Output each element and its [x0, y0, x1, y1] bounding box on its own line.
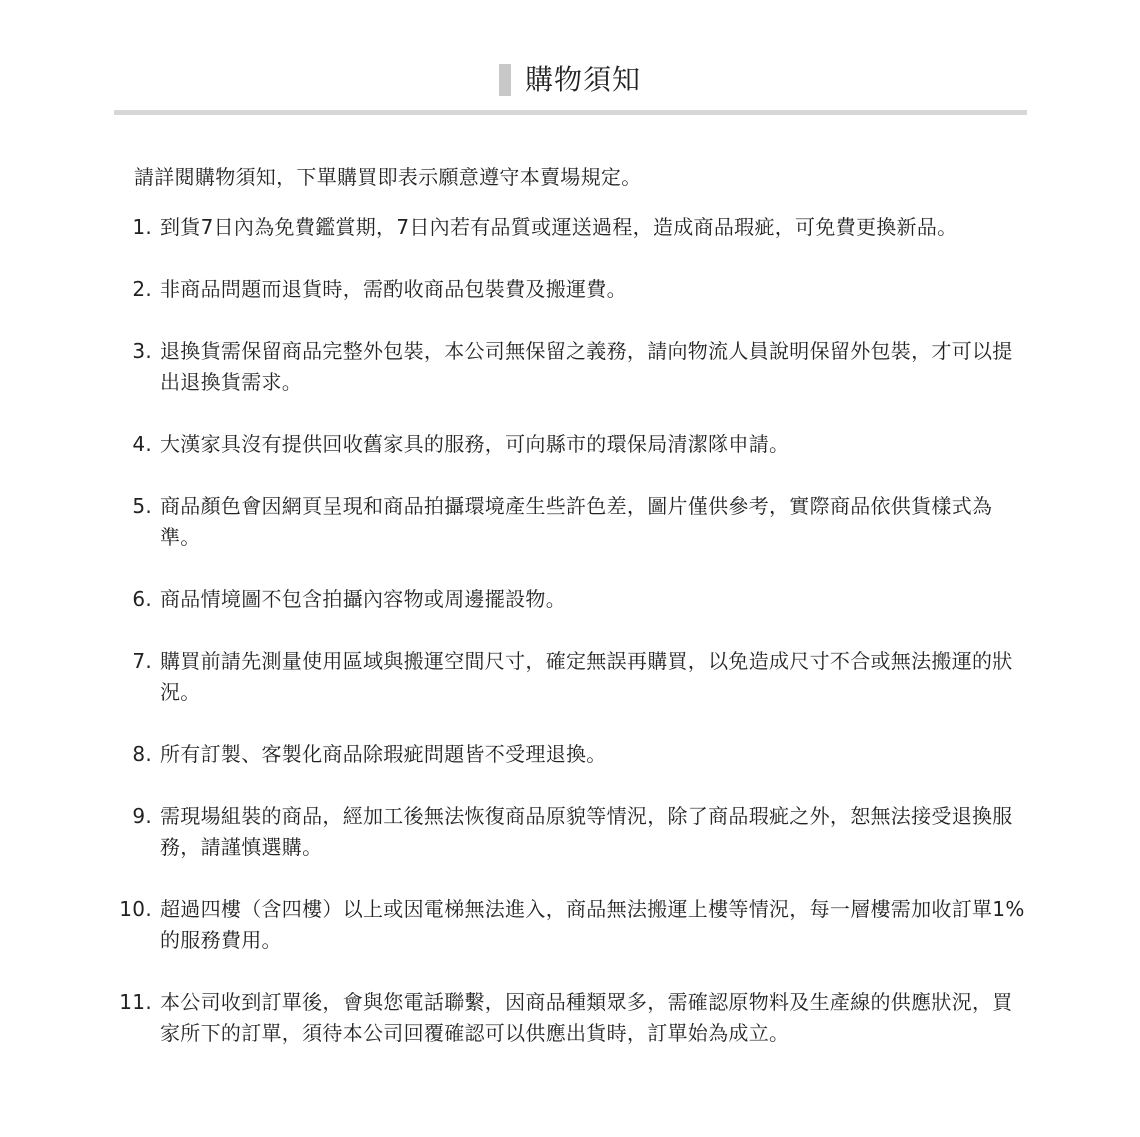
rules-list: [118, 212, 1028, 1080]
list-item: [118, 491, 1028, 553]
list-item-text: 所有訂製、客製化商品除瑕疵問題皆不受理退換。: [160, 742, 607, 766]
list-item: [118, 646, 1028, 708]
list-item-text: 大漢家具沒有提供回收舊家具的服務，可向縣市的環保局清潔隊申請。: [160, 432, 790, 456]
list-item-text: 本公司收到訂單後，會與您電話聯繫，因商品種類眾多，需確認原物料及生產線的供應狀況，買家所下的訂單，須待本公司回覆確認可以供應出貨時，訂單始為成立。: [160, 990, 1013, 1045]
list-item-number: 11.: [119, 990, 152, 1014]
list-item-number: 7.: [132, 649, 152, 673]
list-item-number: 4.: [132, 432, 152, 456]
list-item-text: 非商品問題而退貨時，需酌收商品包裝費及搬運費。: [160, 277, 627, 301]
list-item-number: 5.: [132, 494, 152, 518]
list-item-number: 9.: [132, 804, 152, 828]
title-accent-bar: [499, 64, 511, 96]
list-item-number: 8.: [132, 742, 152, 766]
list-item-text: 購買前請先測量使用區域與搬運空間尺寸，確定無誤再購買，以免造成尺寸不合或無法搬運的狀況。: [160, 649, 1013, 704]
intro-text: 請詳閱購物須知，下單購買即表示願意遵守本賣場規定。: [134, 165, 642, 189]
page-header: [0, 58, 1140, 102]
list-item-number: 10.: [119, 897, 152, 921]
list-item: [118, 274, 1028, 305]
list-item: [118, 801, 1028, 863]
list-item: [118, 429, 1028, 460]
list-item: [118, 212, 1028, 243]
list-item-text: 退換貨需保留商品完整外包裝，本公司無保留之義務，請向物流人員說明保留外包裝，才可以提出退換貨需求。: [160, 339, 1013, 394]
list-item-text: 商品情境圖不包含拍攝內容物或周邊擺設物。: [160, 587, 566, 611]
list-item-text: 到貨7日內為免費鑑賞期，7日內若有品質或運送過程，造成商品瑕疵，可免費更換新品。: [160, 215, 958, 239]
list-item: [118, 336, 1028, 398]
list-item: [118, 894, 1028, 956]
list-item: [118, 987, 1028, 1049]
list-item-text: 商品顏色會因網頁呈現和商品拍攝環境產生些許色差，圖片僅供參考，實際商品依供貨樣式為準。: [160, 494, 993, 549]
list-item-text: 需現場組裝的商品，經加工後無法恢復商品原貌等情況，除了商品瑕疵之外，恕無法接受退換服務，請謹慎選購。: [160, 804, 1013, 859]
page-title: 購物須知: [524, 63, 641, 96]
list-item: [118, 739, 1028, 770]
list-item-text: 超過四樓（含四樓）以上或因電梯無法進入，商品無法搬運上樓等情況，每一層樓需加收訂單1%的服務費用。: [160, 897, 1025, 952]
list-item: [118, 584, 1028, 615]
list-item-number: 3.: [132, 339, 152, 363]
list-item-number: 2.: [132, 277, 152, 301]
list-item-number: 6.: [132, 587, 152, 611]
list-item-number: 1.: [132, 215, 152, 239]
header-divider: [114, 110, 1027, 115]
